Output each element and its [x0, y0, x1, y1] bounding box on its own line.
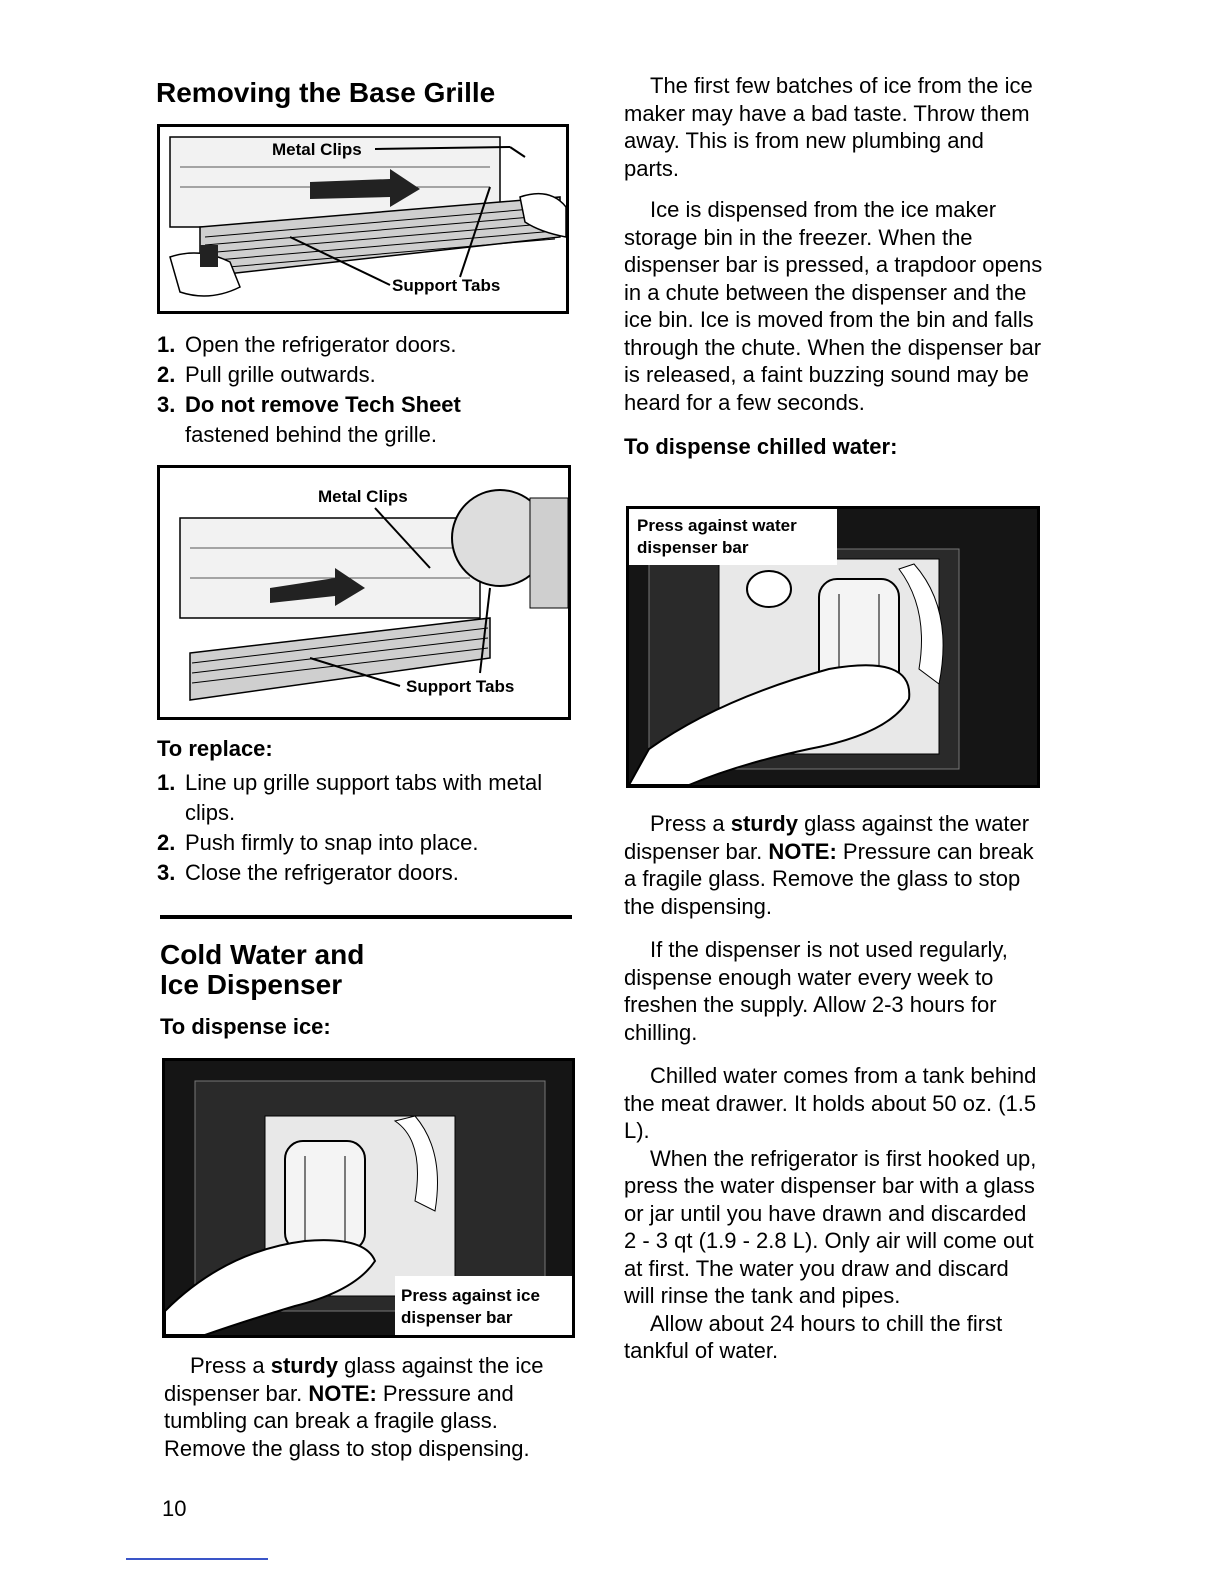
base-grille-title: Removing the Base Grille — [156, 77, 496, 108]
step-text: fastened behind the grille. — [185, 422, 437, 447]
step-number: 2. — [157, 830, 176, 855]
right-column-bottom — [624, 810, 1044, 1365]
page-number: 10 — [162, 1496, 187, 1521]
replace-step-item — [157, 858, 577, 888]
dispenser-title-line1: Cold Water and — [160, 939, 365, 970]
figure3-press-label-line1: Press against ice — [401, 1286, 540, 1305]
dispenser-section — [160, 940, 580, 1040]
step-warning-text: Do not remove Tech Sheet — [185, 392, 461, 417]
dispense-water-heading: To dispense chilled water: — [624, 434, 898, 459]
step-item — [157, 390, 577, 450]
water-para-mid: glass against the water dispenser bar. — [624, 811, 1030, 864]
ice-paragraph — [164, 1352, 574, 1462]
step-number: 3. — [157, 392, 176, 417]
water-para-post: Pressure can break a fragile glass. Remove the glass to stop the dispensing. — [624, 838, 1034, 919]
step-item — [157, 330, 577, 360]
water-para-bold-sturdy: sturdy — [730, 811, 798, 836]
first-hookup-paragraph: When the refrigerator is first hooked up, press the water dispenser bar with a glass or jar until you have drawn and discarded 2 - 3 qt (1.9 - 2.8 L). Only air will come out at first. The water you draw and discard will rinse the tank and pipes. — [624, 1145, 1037, 1308]
replace-step-item — [157, 828, 577, 858]
figure3-press-label-line2: dispenser bar — [401, 1308, 513, 1327]
grille-replace-illustration — [160, 468, 568, 717]
regular-use-paragraph: If the dispenser is not used regularly, dispense enough water every week to freshen the supply. Allow 2-3 hours for chilling. — [624, 937, 1008, 1045]
base-grille-figure-2 — [157, 465, 571, 720]
step-number: 1. — [157, 332, 176, 357]
section-divider — [160, 915, 572, 919]
ice-taste-paragraph: The first few batches of ice from the ice maker may have a bad taste. Throw them away. This is from new plumbing and parts. — [624, 73, 1033, 181]
ice-dispenser-figure — [162, 1058, 575, 1338]
step-text: Push firmly to snap into place. — [185, 830, 479, 855]
chill-time-paragraph: Allow about 24 hours to chill the first tankful of water. — [624, 1310, 1003, 1363]
step-text: Close the refrigerator doors. — [185, 860, 459, 885]
step-text: Line up grille support tabs with metal clips. — [185, 770, 543, 825]
figure1-metal-clips-label: Metal Clips — [272, 140, 362, 159]
replace-heading: To replace: — [157, 736, 273, 761]
right-column-top — [624, 72, 1044, 460]
water-para-pre: Press a — [650, 811, 725, 836]
ice-dispenser-illustration — [165, 1061, 572, 1335]
step-number: 1. — [157, 770, 176, 795]
step-number: 2. — [157, 362, 176, 387]
figure2-metal-clips-label: Metal Clips — [318, 487, 408, 506]
ice-para-mid: glass against the ice dispenser bar. — [164, 1353, 544, 1406]
ice-para-post: Pressure and tumbling can break a fragile glass. Remove the glass to stop dispensing. — [164, 1380, 530, 1461]
tank-paragraph: Chilled water comes from a tank behind the meat drawer. It holds about 50 oz. (1.5 L). — [624, 1063, 1037, 1143]
step-item — [157, 360, 577, 390]
figure4-press-label-line1: Press against water — [637, 516, 797, 535]
replace-step-item — [157, 768, 577, 828]
base-grille-figure-1 — [157, 124, 569, 314]
grille-removal-illustration — [160, 127, 566, 311]
grille-removal-steps — [157, 330, 577, 450]
dispense-ice-heading: To dispense ice: — [160, 1014, 331, 1039]
step-text: Open the refrigerator doors. — [185, 332, 457, 357]
ice-para-note: NOTE: — [308, 1380, 377, 1406]
step-text: Pull grille outwards. — [185, 362, 376, 387]
water-paragraph — [624, 810, 1044, 920]
dispenser-title-line2: Ice Dispenser — [160, 969, 343, 1000]
replace-section — [157, 736, 577, 888]
figure1-support-tabs-label: Support Tabs — [392, 276, 501, 295]
ice-para-pre: Press a — [190, 1353, 265, 1378]
ice-para-bold-sturdy: sturdy — [270, 1353, 338, 1378]
figure2-support-tabs-label: Support Tabs — [406, 677, 515, 696]
step-number: 3. — [157, 860, 176, 885]
water-para-note: NOTE: — [768, 838, 837, 864]
ice-dispensing-paragraph: Ice is dispensed from the ice maker storage bin in the freezer. When the dispenser bar is pressed, a trapdoor opens in a chute between the dispenser and the ice bin. Ice is moved from the bin and falls through the chute. When the dispenser bar is released, a faint buzzing sound may be heard for a few seconds. — [624, 197, 1043, 415]
left-column — [156, 78, 576, 108]
figure4-press-label-line2: dispenser bar — [637, 538, 749, 557]
ice-instructions — [164, 1352, 574, 1462]
water-dispenser-figure — [626, 506, 1040, 788]
footer-line — [126, 1558, 268, 1560]
water-dispenser-illustration — [629, 509, 1037, 785]
